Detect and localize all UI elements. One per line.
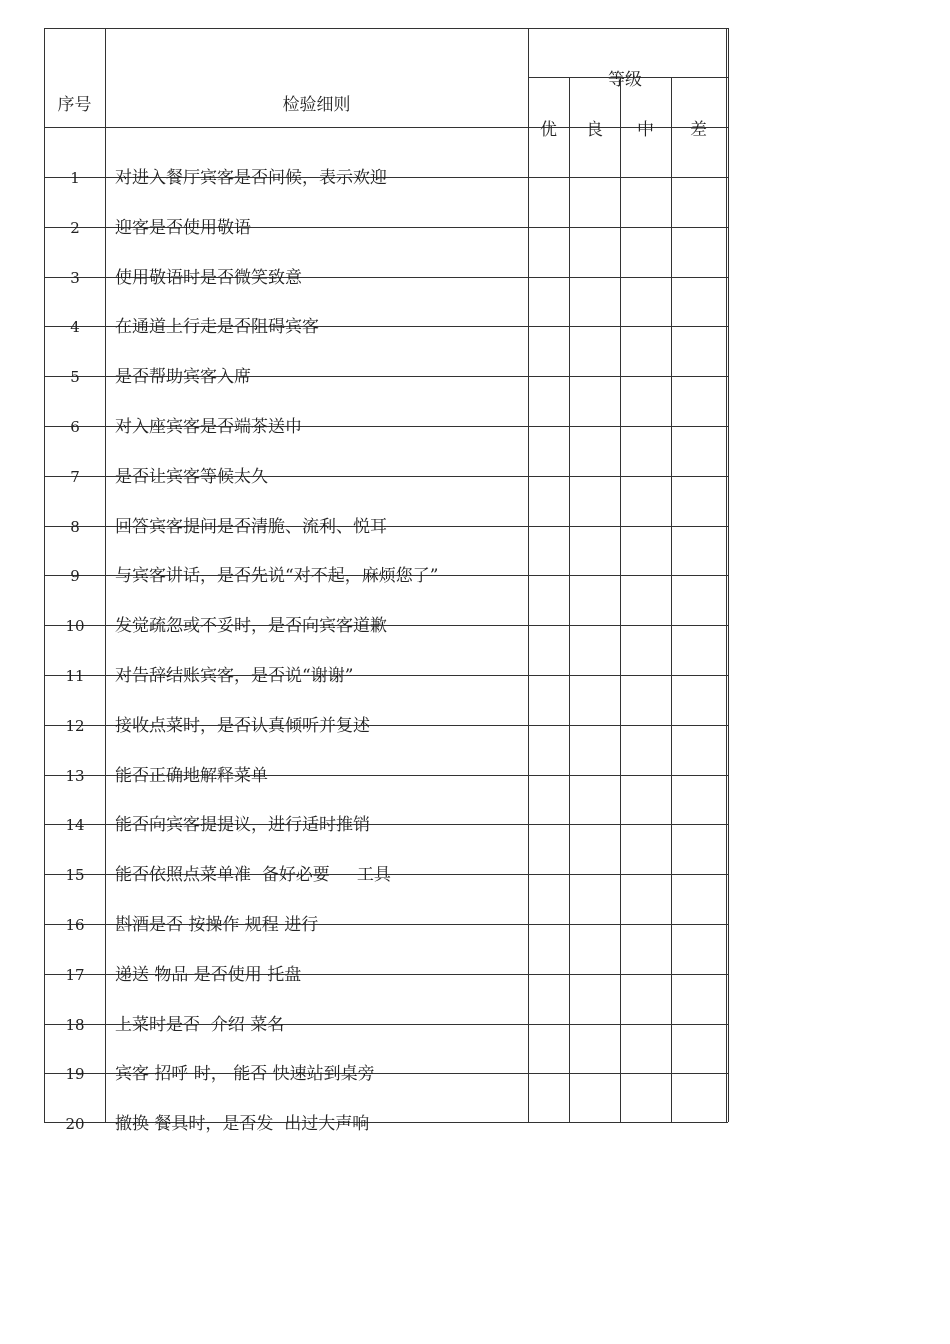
row-detail-text: 对进入餐厅宾客是否问候，表示欢迎	[115, 168, 387, 188]
row-number: 10	[65, 617, 85, 635]
row-number: 12	[65, 717, 85, 735]
row-number: 4	[70, 318, 80, 336]
table-top-border	[44, 28, 728, 29]
row-number: 5	[70, 368, 80, 386]
row-number: 8	[70, 518, 80, 536]
row-detail-text: 发觉疏忽或不妥时，是否向宾客道歉	[115, 616, 387, 636]
detail-column-divider	[528, 28, 529, 1122]
row-detail-text: 递送 物品 是否使用 托盘	[115, 965, 302, 985]
row-number: 20	[65, 1115, 85, 1133]
row-number: 19	[65, 1065, 85, 1083]
grade-divider-2	[620, 77, 621, 1122]
header-grade-good: 良	[586, 120, 603, 140]
row-detail-text: 对入座宾客是否端茶送巾	[115, 417, 302, 437]
row-detail-text: 撤换 餐具时，是否发 出过大声响	[115, 1114, 370, 1134]
table-right-border-outer	[728, 28, 729, 1122]
row-number: 13	[65, 767, 85, 785]
header-seq: 序号	[57, 95, 92, 115]
row-number: 17	[65, 966, 85, 984]
row-number: 18	[65, 1016, 85, 1034]
row-number: 3	[70, 269, 80, 287]
row-detail-text: 接收点菜时，是否认真倾听并复述	[115, 716, 370, 736]
row-detail-text: 能否依照点菜单准 备好必要 工具	[115, 865, 391, 885]
row-number: 11	[65, 667, 85, 685]
row-detail-text: 上菜时是否 介绍 菜名	[115, 1015, 285, 1035]
row-detail-text: 宾客 招呼 时， 能否 快速站到桌旁	[115, 1064, 375, 1084]
header-grade-excellent: 优	[540, 120, 557, 140]
seq-column-divider	[105, 28, 106, 1122]
table-right-border	[726, 28, 727, 1122]
row-detail-text: 是否帮助宾客入席	[115, 367, 251, 387]
row-number: 6	[70, 418, 80, 436]
header-detail: 检验细则	[282, 95, 351, 115]
row-number: 15	[65, 866, 85, 884]
row-detail-text: 使用敬语时是否微笑致意	[115, 268, 302, 288]
row-detail-text: 与宾客讲话，是否先说“对不起，麻烦您了”	[115, 566, 439, 586]
row-number: 14	[65, 816, 85, 834]
row-number: 7	[70, 468, 80, 486]
row-detail-text: 对告辞结账宾客，是否说“谢谢”	[115, 666, 354, 686]
row-detail-text: 能否正确地解释菜单	[115, 766, 268, 786]
header-grade-poor: 差	[690, 120, 707, 140]
row-number: 9	[70, 567, 80, 585]
row-number: 1	[70, 169, 80, 187]
row-detail-text: 回答宾客提问是否清脆、流利、悦耳	[115, 517, 387, 537]
header-grade: 等级	[608, 70, 642, 90]
row-number: 2	[70, 219, 80, 237]
row-detail-text: 在通道上行走是否阻碍宾客	[115, 317, 319, 337]
header-grade-medium: 中	[637, 120, 654, 140]
grade-divider-3	[671, 77, 672, 1122]
row-detail-text: 能否向宾客提提议，进行适时推销	[115, 815, 370, 835]
row-number: 16	[65, 916, 85, 934]
row-detail-text: 是否让宾客等候太久	[115, 467, 268, 487]
row-detail-text: 斟酒是否 按操作 规程 进行	[115, 915, 319, 935]
grade-divider-1	[569, 77, 570, 1122]
row-detail-text: 迎客是否使用敬语	[115, 218, 251, 238]
